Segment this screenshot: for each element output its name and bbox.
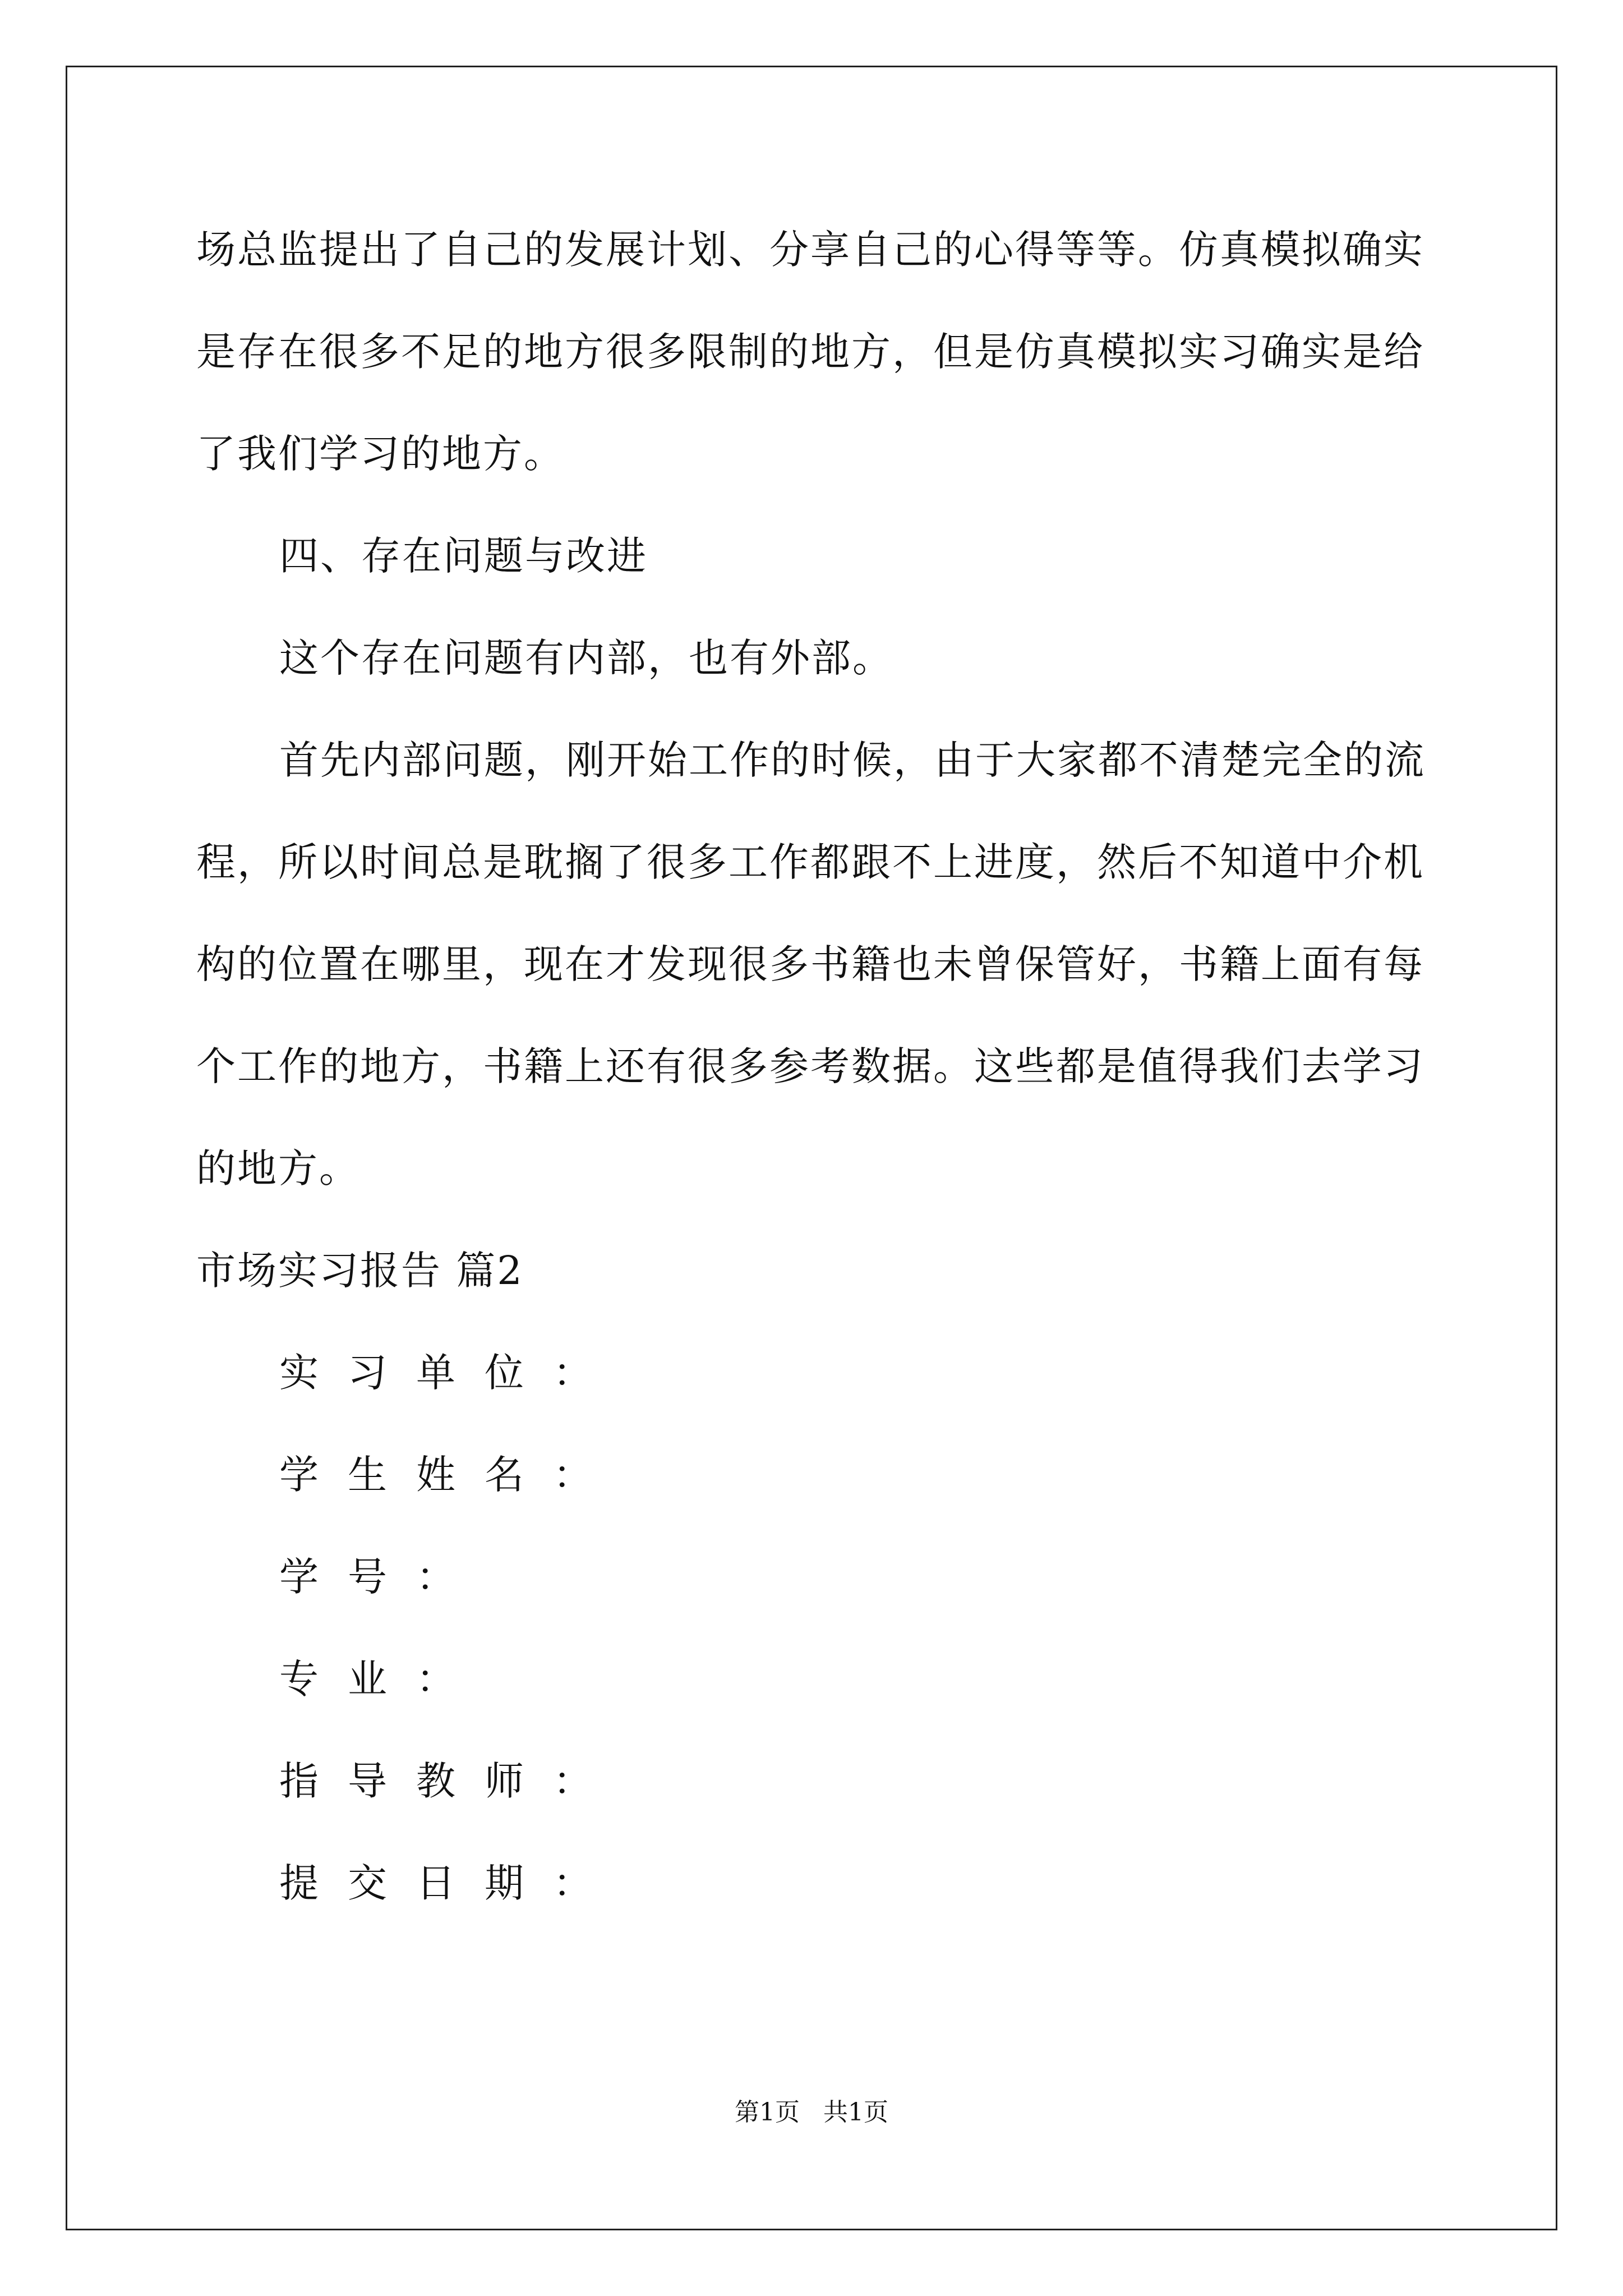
field-label-major: 专业： bbox=[279, 1656, 485, 1702]
paragraph-line: 首先内部问题，刚开始工作的时候，由于大家都不清楚完全的流 bbox=[279, 737, 1426, 783]
field-label-student-id: 学号： bbox=[279, 1554, 485, 1600]
page-number: 第1页 bbox=[735, 2098, 800, 2127]
paragraph-line: 程，所以时间总是耽搁了很多工作都跟不上进度，然后不知道中介机 bbox=[196, 839, 1424, 885]
paragraph-line: 构的位置在哪里，现在才发现很多书籍也未曾保管好，书籍上面有每 bbox=[196, 941, 1424, 987]
field-label-advisor: 指导教师： bbox=[279, 1758, 621, 1804]
paragraph-line: 是存在很多不足的地方很多限制的地方，但是仿真模拟实习确实是给 bbox=[196, 329, 1424, 375]
field-label-student-name: 学生姓名： bbox=[279, 1452, 621, 1498]
section-heading: 四、存在问题与改进 bbox=[279, 533, 648, 579]
paragraph-line: 这个存在问题有内部，也有外部。 bbox=[279, 635, 893, 681]
page-total: 共1页 bbox=[823, 2098, 888, 2127]
field-label-submit-date: 提交日期： bbox=[279, 1860, 621, 1906]
paragraph-line: 的地方。 bbox=[196, 1145, 360, 1191]
report-title: 市场实习报告 篇2 bbox=[196, 1248, 524, 1294]
field-label-unit: 实习单位： bbox=[279, 1350, 621, 1396]
paragraph-line: 场总监提出了自己的发展计划、分享自己的心得等等。仿真模拟确实 bbox=[196, 227, 1424, 273]
paragraph-line: 个工作的地方，书籍上还有很多参考数据。这些都是值得我们去学习 bbox=[196, 1043, 1424, 1089]
paragraph-line: 了我们学习的地方。 bbox=[196, 431, 565, 477]
page-footer bbox=[0, 2099, 1623, 2126]
